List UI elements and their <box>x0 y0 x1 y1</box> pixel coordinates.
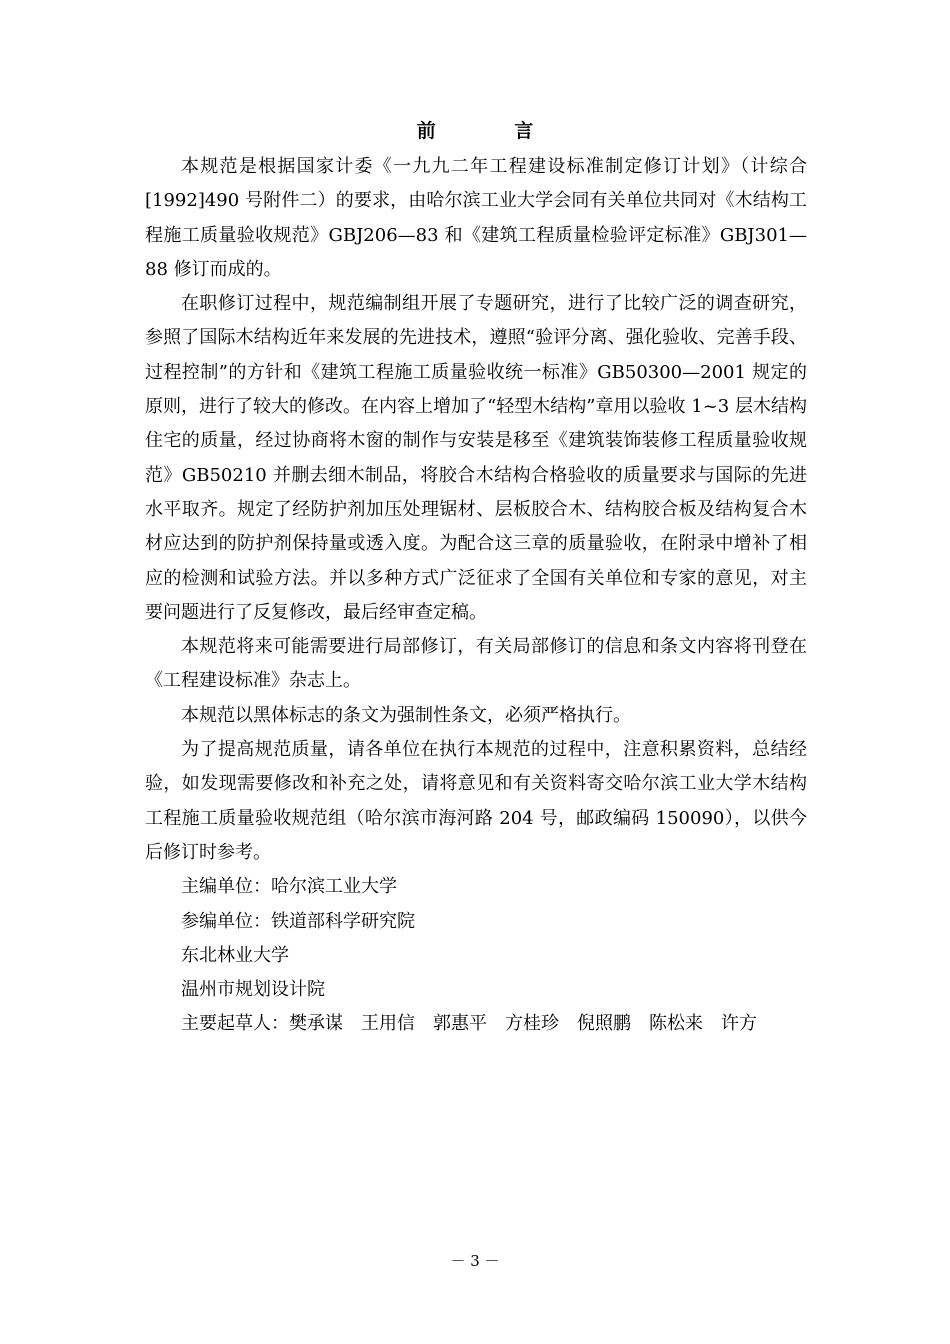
participating-unit: 温州市规划设计院 <box>181 979 325 1001</box>
page-title: 前 言 <box>416 120 570 142</box>
page-number: － 3 － <box>450 1252 500 1270</box>
chief-unit: 主编单位：哈尔滨工业大学 <box>181 876 397 898</box>
paragraph-future-revision: 本规范将来可能需要进行局部修订，有关局部修订的信息和条文内容将刊登在《工程建设标准》杂志上。 <box>145 636 807 692</box>
main-drafters: 主要起草人：樊承谋 王用信 郭惠平 方桂珍 倪照鹏 陈松来 许方 <box>181 1013 757 1035</box>
participating-unit: 东北林业大学 <box>181 944 289 966</box>
document-body <box>145 150 807 1042</box>
paragraph-mandatory-clauses: 本规范以黑体标志的条文为强制性条文，必须严格执行。 <box>181 704 631 726</box>
paragraph-origin: 本规范是根据国家计委《一九九二年工程建设标准制定修订计划》（计综合[1992]490 号附件二）的要求，由哈尔滨工业大学会同有关单位共同对《木结构工程施工质量验收规范》GBJ206—83 和《建筑工程质量检验评定标准》GBJ301—88 修订而成的。 <box>145 156 807 280</box>
paragraph-revision-process: 在职修订过程中，规范编制组开展了专题研究，进行了比较广泛的调查研究，参照了国际木结构近年来发展的先进技术，遵照“验评分离、强化验收、完善手段、过程控制”的方针和《建筑工程施工质量验收统一标准》GB50300—2001 规定的原则，进行了较大的修改。在内容上增加了“轻型木结构”章用以验收 1~3 层木结构住宅的质量，经过协商将木窗的制作与安装是移至《建筑装饰装修工程质量验收规范》GB50210 并删去细木制品，将胶合木结构合格验收的质量要求与国际的先进水平取齐。规定了经防护剂加压处理锯材、层板胶合木、结构胶合板及结构复合木材应达到的防护剂保持量或透入度。为配合这三章的质量验收，在附录中增补了相应的检测和试验方法。并以多种方式广泛征求了全国有关单位和专家的意见，对主要问题进行了反复修改，最后经审查定稿。 <box>145 293 807 623</box>
paragraph-feedback: 为了提高规范质量，请各单位在执行本规范的过程中，注意积累资料，总结经验，如发现需要修改和补充之处，请将意见和有关资料寄交哈尔滨工业大学木结构工程施工质量验收规范组（哈尔滨市海河路 204 号，邮政编码 150090），以供今后修订时参考。 <box>145 739 807 863</box>
participating-unit: 参编单位：铁道部科学研究院 <box>181 910 415 932</box>
